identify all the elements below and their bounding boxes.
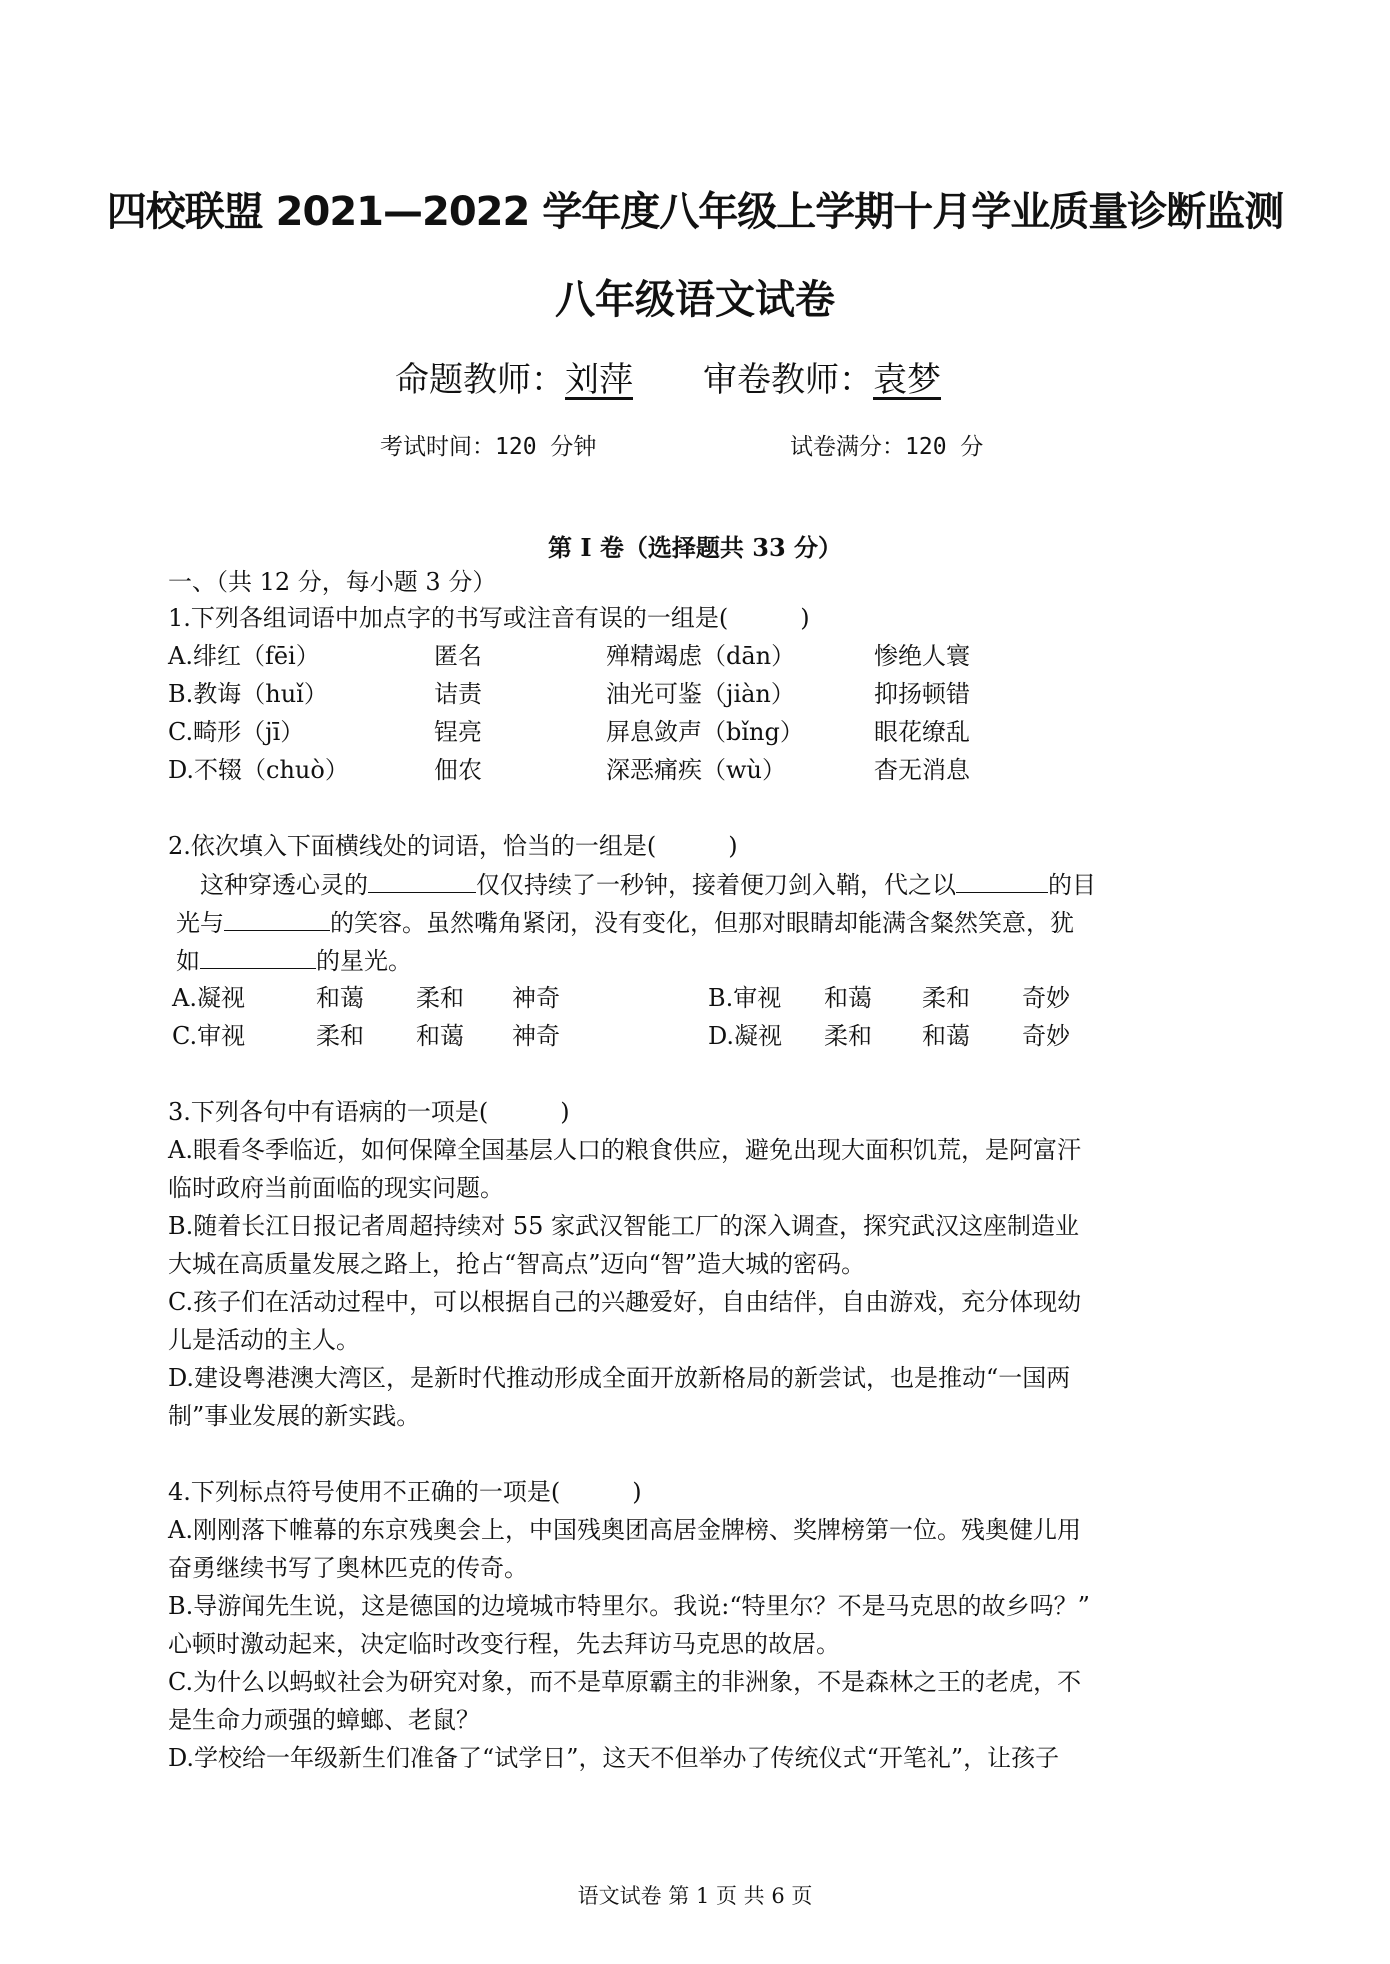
q4-stem: 4.下列标点符号使用不正确的一项是( ) [168,1478,642,1506]
q1-c-3: 屏息敛声（bǐng） [606,718,804,746]
q2-d-word-4: 奇妙 [1022,1022,1070,1050]
q1-b-1: B.教诲（huǐ） [168,680,328,708]
q2-stem: 2.依次填入下面横线处的词语，恰当的一组是( ) [168,832,738,860]
q1-c-1: C.畸形（jī） [168,718,305,746]
exam-time: 考试时间：120 分钟 [380,434,597,460]
q1-a-2: 匿名 [434,642,482,670]
q3-line-8: 制”事业发展的新实践。 [168,1402,421,1430]
q4-line-3: B.导游闻先生说，这是德国的边境城市特里尔。我说:“特里尔？不是马克思的故乡吗？” [168,1592,1090,1620]
q2-blank-2[interactable] [956,870,1048,893]
q4-line-1: A.刚刚落下帷幕的东京残奥会上，中国残奥团高居金牌榜、奖牌榜第一位。残奥健儿用 [168,1516,1081,1544]
reviewer-name: 袁梦 [873,360,941,400]
q2-options-row-1 [172,984,1132,1016]
q3-line-2: 临时政府当前面临的现实问题。 [168,1174,504,1202]
q4-line-7: D.学校给一年级新生们准备了“试学日”，这天不但举办了传统仪式“开笔礼”，让孩子 [168,1744,1060,1772]
q2-p2a: 光与 [176,909,224,937]
q3-line-5: C.孩子们在活动过程中，可以根据自己的兴趣爱好，自由结伴，自由游戏，充分体现幼 [168,1288,1082,1316]
q2-blank-4[interactable] [200,946,316,969]
q4-line-6: 是生命力顽强的蟑螂、老鼠？ [168,1706,480,1734]
q1-a-1: A.绯红（fēi） [168,642,320,670]
q2-c-word-4: 神奇 [512,1022,560,1050]
q2-d-word-3: 和蔼 [922,1022,970,1050]
q2-option-a: A.凝视 [172,984,245,1012]
q2-p2b: 的笑容。虽然嘴角紧闭，没有变化，但那对眼睛却能满含粲然笑意，犹 [330,909,1074,937]
q2-option-b: B.审视 [708,984,782,1012]
q2-blank-1[interactable] [368,870,476,893]
q4-line-4: 心顿时激动起来，决定临时改变行程，先去拜访马克思的故居。 [168,1630,840,1658]
q2-b-word-3: 柔和 [922,984,970,1012]
q4-line-2: 奋勇继续书写了奥林匹克的传奇。 [168,1554,528,1582]
q2-option-c: C.审视 [172,1022,246,1050]
q2-options-row-2 [172,1022,1132,1054]
section-title: 第 I 卷（选择题共 33 分） [547,533,843,562]
q2-passage-line-2 [176,908,1074,938]
setter-name: 刘萍 [565,360,633,400]
q2-p1b: 仅仅持续了一秒钟，接着便刀剑入鞘，代之以 [476,871,956,899]
q1-stem: 1.下列各组词语中加点字的书写或注音有误的一组是( ) [168,604,810,632]
setter-label: 命题教师： [395,360,565,400]
q2-p1a: 这种穿透心灵的 [200,871,368,899]
q3-line-1: A.眼看冬季临近，如何保障全国基层人口的粮食供应，避免出现大面积饥荒，是阿富汗 [168,1136,1081,1164]
q1-d-3: 深恶痛疾（wù） [606,756,786,784]
q2-c-word-2: 柔和 [316,1022,364,1050]
q3-line-3: B.随着长江日报记者周超持续对 55 家武汉智能工厂的深入调查，探究武汉这座制造业 [168,1212,1080,1240]
q1-d-2: 佃农 [434,756,482,784]
q2-passage-line-1 [200,870,1096,900]
q3-line-6: 儿是活动的主人。 [168,1326,360,1354]
q3-line-4: 大城在高质量发展之路上，抢占“智高点”迈向“智”造大城的密码。 [168,1250,866,1278]
page-footer: 语文试卷 第 1 页 共 6 页 [577,1884,813,1908]
q1-b-3: 油光可鉴（jiàn） [606,680,795,708]
q3-line-7: D.建设粤港澳大湾区，是新时代推动形成全面开放新格局的新尝试，也是推动“一国两 [168,1364,1071,1392]
q1-c-2: 锃亮 [434,718,482,746]
q1-row-a [168,642,1068,674]
part-one-heading: 一、（共 12 分，每小题 3 分） [168,568,497,596]
q2-p1c: 的目 [1048,871,1096,899]
q2-a-word-2: 和蔼 [316,984,364,1012]
q1-row-b [168,680,1068,712]
q1-row-d [168,756,1068,788]
q2-p3b: 的星光。 [316,947,412,975]
full-score: 试卷满分：120 分 [790,434,984,460]
q2-a-word-4: 神奇 [512,984,560,1012]
q2-p3a: 如 [176,947,200,975]
q1-d-1: D.不辍（chuò） [168,756,349,784]
q4-line-5: C.为什么以蚂蚁社会为研究对象，而不是草原霸主的非洲象，不是森林之王的老虎，不 [168,1668,1082,1696]
q1-a-3: 殚精竭虑（dān） [606,642,796,670]
q2-c-word-3: 和蔼 [416,1022,464,1050]
q1-c-4: 眼花缭乱 [874,718,970,746]
q2-b-word-4: 奇妙 [1022,984,1070,1012]
q1-b-4: 抑扬顿错 [874,680,970,708]
q1-d-4: 杳无消息 [874,756,970,784]
q1-a-4: 惨绝人寰 [874,642,970,670]
q1-row-c [168,718,1068,750]
q3-stem: 3.下列各句中有语病的一项是( ) [168,1098,570,1126]
q2-a-word-3: 柔和 [416,984,464,1012]
teacher-line [395,352,941,401]
reviewer-label: 审卷教师： [703,360,873,400]
q2-passage-line-3 [176,946,412,976]
exam-title: 四校联盟 2021—2022 学年度八年级上学期十月学业质量诊断监测 [106,189,1284,235]
q2-d-word-2: 柔和 [824,1022,872,1050]
exam-subtitle: 八年级语文试卷 [555,277,835,323]
q2-blank-3[interactable] [224,908,330,931]
q2-b-word-2: 和蔼 [824,984,872,1012]
q1-b-2: 诘责 [434,680,482,708]
q2-option-d: D.凝视 [708,1022,783,1050]
